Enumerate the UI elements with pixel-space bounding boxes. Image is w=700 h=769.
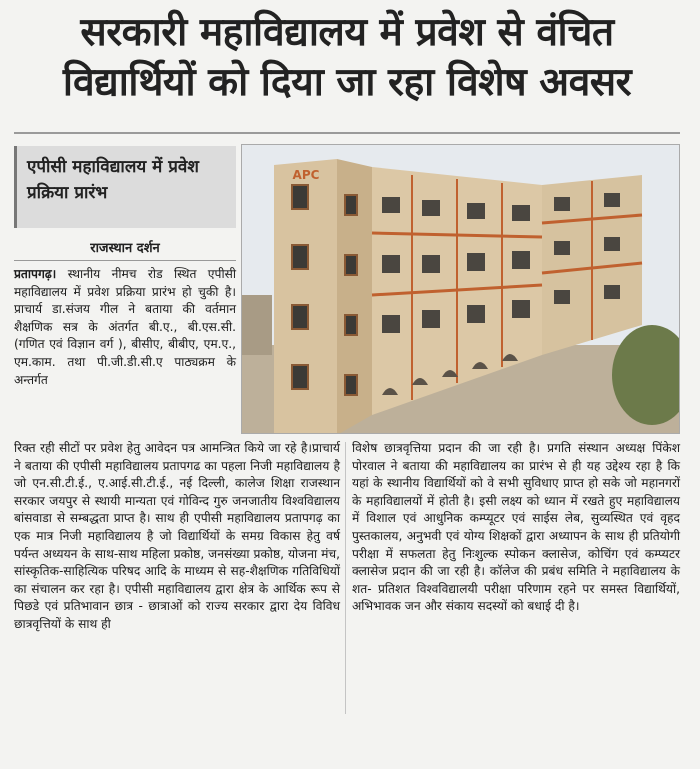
column-2-text: रिक्त रही सीटों पर प्रवेश हेतु आवेदन पत्र आमन्त्रित किये जा रहे है।प्राचार्य ने बताया की एपीसी महाविद्यालय प्रतापगढ का पहला निजी महाविद्यालय है जो एन.सी.टी.ई., ए.आई.सी.टी.ई., नई दिल्ली, कालेज शिक्षा राजस्थान सरकार जयपुर से स्थायी मान्यता एवं गोविन्द गुरु जनजातीय विश्वविद्यालय बांसवाडा से सम्बद्धता प्राप्त है। साथ ही एपीसी महाविद्यालय प्रतापगढ़ का एक मात्र निजी महाविद्यालय है जो विद्यार्थियों के समग्र विकास हेतु वर्ष पर्यन्त अध्ययन के साथ-साथ महिला प्रकोष्ठ, जनसंख्या प्रकोष्ठ, योजना मंच, सांस्कृतिक-साहित्यिक परिषद आदि के माध्यम से सह-शैक्षणिक गतिविधियों का संचालन कर रहा है। एपीसी महाविद्यालय द्वारा क्षेत्र के आर्थिक रूप से पिछडे एवं प्रतिभावान छात्र - छात्राओं को राज्य सरकार द्वारा देय विविध छात्रवृत्तियों के साथ ही [14, 441, 340, 631]
column-3-text: विशेष छात्रवृत्तिया प्रदान की जा रही है। प्रगति संस्थान अध्यक्ष पिंकेश पोरवाल ने बताया की महाविद्यालय का प्रारंभ से ही यह उद्देश्य रहा है कि यहां के स्थानीय विद्यार्थियों को वे सभी सुविधाए प्राप्त हो सके जो महानगरों के महाविद्यालयों में होती है। इसी लक्ष्य को ध्यान में रखते हुए महाविद्यालय में विशाल एवं आधुनिक कम्प्यूटर एवं साईस लेब, सुव्यस्थित एवं वृहद पुस्तकालय, अनुभवी एवं योग्य शिक्षकों द्वारा अध्यापन के साथ ही प्रतियोगी परीक्षा में सफलता हेतु निःशुल्क स्पोकन क्लासेज, कोचिंग एवं कम्प्यटर क्लासेज प्रदान की जा रही है। कॉलेज की प्रबंध समिति ने महाविद्यालय के शत- प्रतिशत विश्वविद्यालयी परीक्षा परिणाम रहने पर समस्त विद्यार्थियों, अभिभावक जन और संकाय सदस्यों को बधाई दी है। [352, 441, 680, 614]
headline-line-1: सरकारी महाविद्यालय में प्रवेश से वंचित [80, 10, 614, 55]
building-illustration [242, 145, 680, 434]
column-1-text: स्थानीय नीमच रोड स्थित एपीसी महाविद्यालय में प्रवेश प्रक्रिया प्रारंभ हो चुकी है। प्राचार्य डा.संजय गील ने बताया की वर्तमान शैक्षणिक सत्र के अंतर्गत बी.ए., बी.एस.सी. (गणित एवं विज्ञान वर्ग ), बीसीए, बीबीए, एम.ए., एम.काम. तथा पी.जी.डी.सी.ए पाठ्यक्रम के अन्तर्गत [14, 267, 237, 387]
column-divider [345, 442, 346, 714]
byline: राजस्थान दर्शन [90, 241, 160, 256]
headline-rule [14, 132, 680, 134]
article-column-3 [352, 440, 680, 616]
college-building-photo [241, 144, 680, 434]
article-column-2 [14, 440, 340, 634]
headline [14, 8, 680, 108]
dateline: प्रतापगढ़। [14, 267, 57, 281]
article-column-1 [14, 266, 236, 389]
subhead: एपीसी महाविद्यालय में प्रवेश प्रक्रिया प्रारंभ [27, 157, 199, 203]
building-sign: APC [292, 168, 320, 182]
subhead-box [14, 146, 236, 228]
byline-rule [14, 260, 236, 261]
headline-line-2: विद्यार्थियों को दिया जा रहा विशेष अवसर [62, 60, 632, 105]
